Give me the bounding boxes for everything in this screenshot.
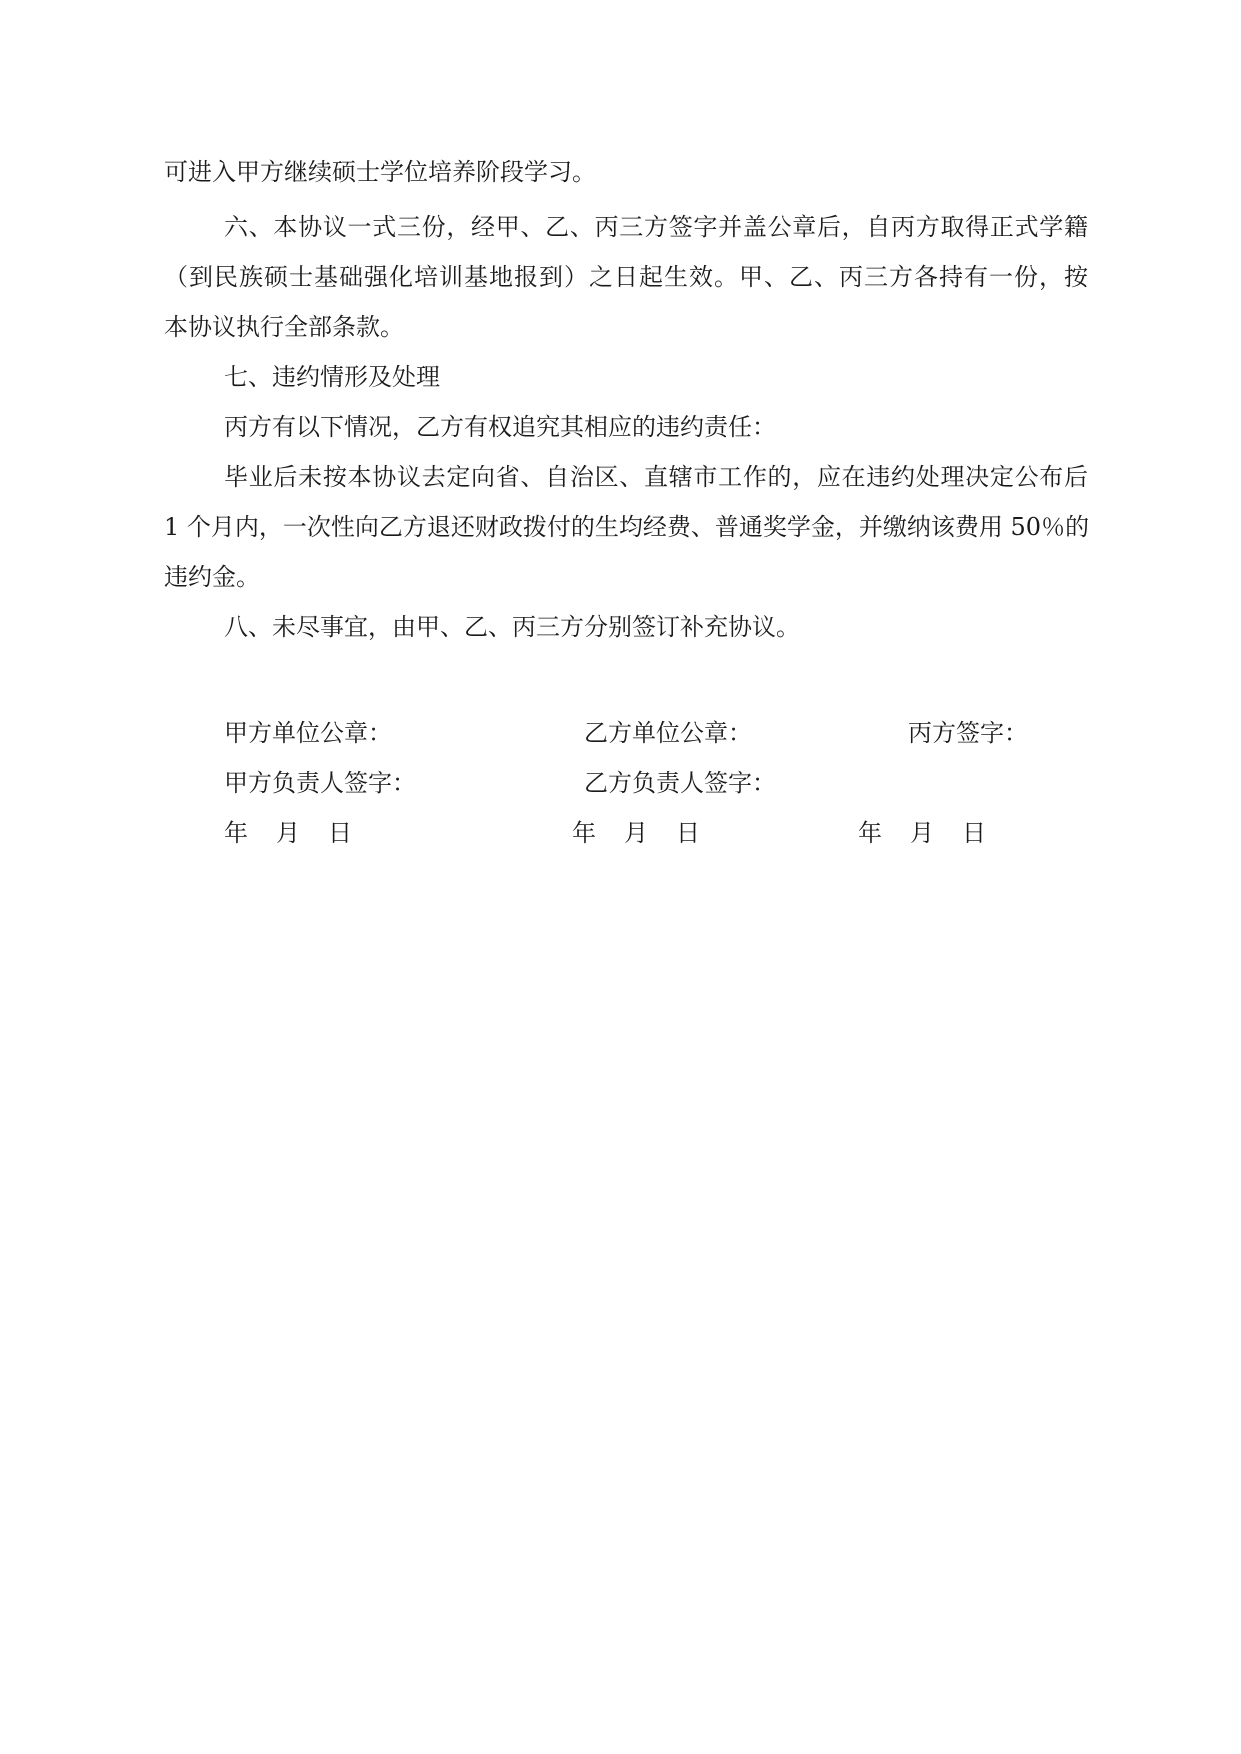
month-label: 月: [276, 819, 300, 847]
party-a-date: [224, 818, 352, 848]
year-label: 年: [572, 819, 596, 847]
party-a-seal-label: 甲方单位公章：: [224, 719, 392, 747]
party-c-date: [858, 818, 986, 848]
paragraph-6-line-3: 本协议执行全部条款。: [164, 313, 404, 341]
section-7-line-3: 违约金。: [164, 563, 260, 591]
paragraph-5-tail: 可进入甲方继续硕士学位培养阶段学习。: [164, 158, 596, 186]
party-a-leader-label: 甲方负责人签字：: [224, 769, 416, 797]
party-b-date: [572, 818, 700, 848]
month-label: 月: [624, 819, 648, 847]
paragraph-8: 八、未尽事宜，由甲、乙、丙三方分别签订补充协议。: [224, 613, 800, 641]
day-label: 日: [328, 819, 352, 847]
section-7-intro: 丙方有以下情况，乙方有权追究其相应的违约责任：: [224, 413, 776, 441]
month-label: 月: [910, 819, 934, 847]
year-label: 年: [858, 819, 882, 847]
day-label: 日: [962, 819, 986, 847]
day-label: 日: [676, 819, 700, 847]
party-c-sign-label: 丙方签字：: [908, 719, 1028, 747]
party-b-seal-label: 乙方单位公章：: [584, 719, 752, 747]
section-7-heading: 七、违约情形及处理: [224, 363, 440, 391]
paragraph-6-line-2: （到民族硕士基础强化培训基地报到）之日起生效。甲、乙、丙三方各持有一份，按: [164, 263, 1088, 291]
section-7-line-1: 毕业后未按本协议去定向省、自治区、直辖市工作的，应在违约处理决定公布后: [224, 463, 1088, 491]
section-7-line-2: 1 个月内，一次性向乙方退还财政拨付的生均经费、普通奖学金，并缴纳该费用 50％的: [164, 513, 1090, 541]
party-b-leader-label: 乙方负责人签字：: [584, 769, 776, 797]
paragraph-6-line-1: 六、本协议一式三份，经甲、乙、丙三方签字并盖公章后，自丙方取得正式学籍: [224, 213, 1088, 241]
year-label: 年: [224, 819, 248, 847]
